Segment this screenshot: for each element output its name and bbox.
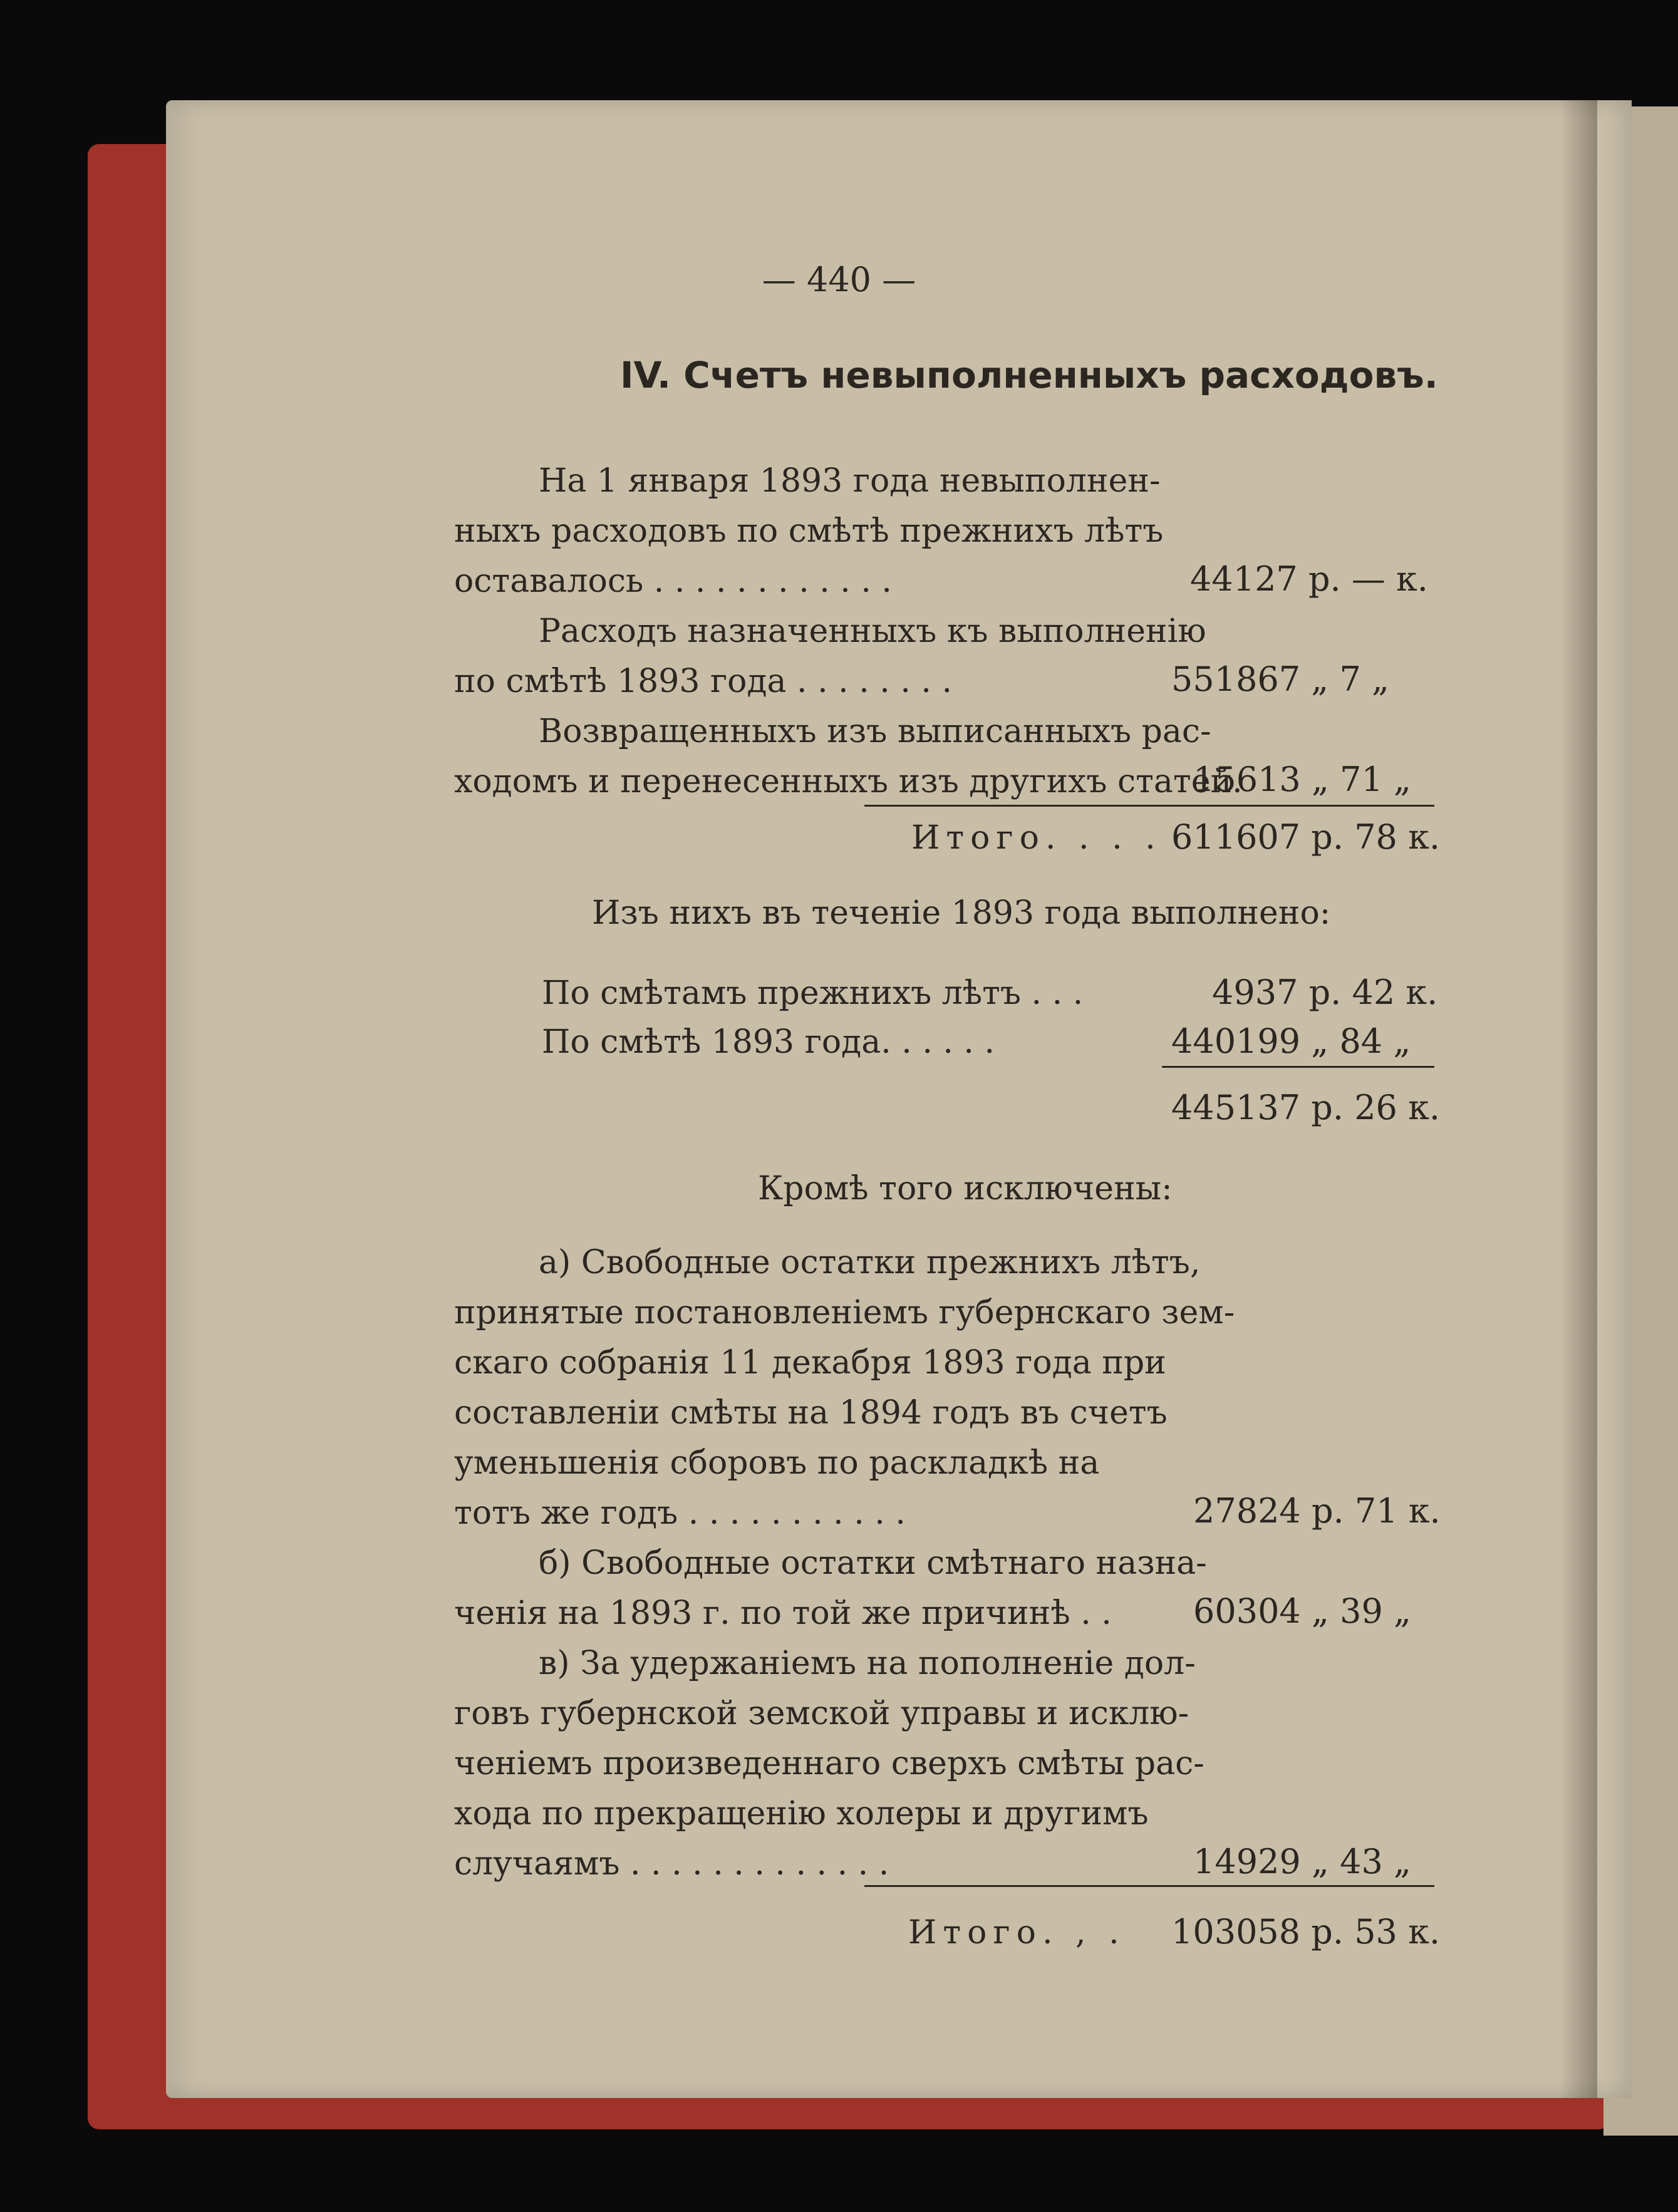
section3-title: Кромѣ того исключены: <box>758 1170 1173 1207</box>
item1-amount: 44127 р. — к. <box>1190 559 1428 599</box>
done-row1-label: По смѣтамъ прежнихъ лѣтъ . . . <box>542 974 1084 1012</box>
item2-amount: 551867 „ 7 „ <box>1171 659 1389 699</box>
page-gutter-shadow <box>1560 100 1597 2098</box>
done-row2-label: По смѣтѣ 1893 года. . . . . . <box>542 1023 995 1061</box>
item1-line2: ныхъ расходовъ по смѣтѣ прежнихъ лѣтъ <box>454 512 1164 550</box>
done-total-rule <box>1162 1066 1434 1068</box>
done-row2-amount: 440199 „ 84 „ <box>1171 1021 1411 1061</box>
item-c-line2: говъ губернской земской управы и исклю- <box>454 1695 1189 1732</box>
item-a-line6: тотъ же годъ . . . . . . . . . . . <box>454 1494 906 1532</box>
item2-line2: по смѣтѣ 1893 года . . . . . . . . <box>454 663 952 700</box>
item-a-line4: составленіи смѣты на 1894 годъ въ счетъ <box>454 1394 1168 1432</box>
item-a-amount: 27824 р. 71 к. <box>1193 1491 1441 1531</box>
item-c-line3: ченіемъ произведеннаго сверхъ смѣты рас- <box>454 1745 1204 1782</box>
item-b-line1: б) Свободные остатки смѣтнаго назна- <box>539 1544 1207 1582</box>
item-a-line2: принятые постановленіемъ губернскаго зем- <box>454 1294 1235 1331</box>
done-total-amount: 445137 р. 26 к. <box>1171 1088 1440 1127</box>
item-b-amount: 60304 „ 39 „ <box>1193 1591 1411 1631</box>
item1-line3: оставалось . . . . . . . . . . . . <box>454 562 892 600</box>
item-c-line4: хода по прекращенію холеры и другимъ <box>454 1795 1149 1832</box>
item2-line1: Расходъ назначенныхъ къ выполненію <box>539 612 1206 650</box>
item-b-line2: ченія на 1893 г. по той же причинѣ . . <box>454 1594 1112 1632</box>
done-row1-amount: 4937 р. 42 к. <box>1212 973 1438 1012</box>
item-a-line3: скаго собранія 11 декабря 1893 года при <box>454 1344 1166 1382</box>
total3-amount: 103058 р. 53 к. <box>1171 1912 1440 1951</box>
item3-line1: Возвращенныхъ изъ выписанныхъ рас- <box>539 713 1211 750</box>
section2-title: Изъ нихъ въ теченіе 1893 года выполнено: <box>592 894 1331 932</box>
item-a-line1: а) Свободные остатки прежнихъ лѣтъ, <box>539 1244 1201 1281</box>
item3-amount: 15613 „ 71 „ <box>1193 760 1411 799</box>
total1-amount: 611607 р. 78 к. <box>1171 817 1440 857</box>
item-a-line5: уменьшенія сборовъ по раскладкѣ на <box>454 1444 1100 1482</box>
total1-label: Итого. . . . <box>911 819 1162 857</box>
total3-rule <box>864 1885 1434 1887</box>
total1-rule <box>864 805 1434 807</box>
item-c-amount: 14929 „ 43 „ <box>1193 1842 1411 1881</box>
item-c-line1: в) За удержаніемъ на пополненіе дол- <box>539 1645 1196 1682</box>
item-c-line5: случаямъ . . . . . . . . . . . . . <box>454 1845 889 1883</box>
item3-line2: ходомъ и перенесенныхъ изъ другихъ статей. <box>454 763 1243 800</box>
page-number: — 440 — <box>762 260 916 299</box>
total3-label: Итого. , . <box>908 1914 1126 1951</box>
section-heading: IV. Счетъ невыполненныхъ расходовъ. <box>620 354 1438 396</box>
item1-line1: На 1 января 1893 года невыполнен- <box>539 462 1161 500</box>
